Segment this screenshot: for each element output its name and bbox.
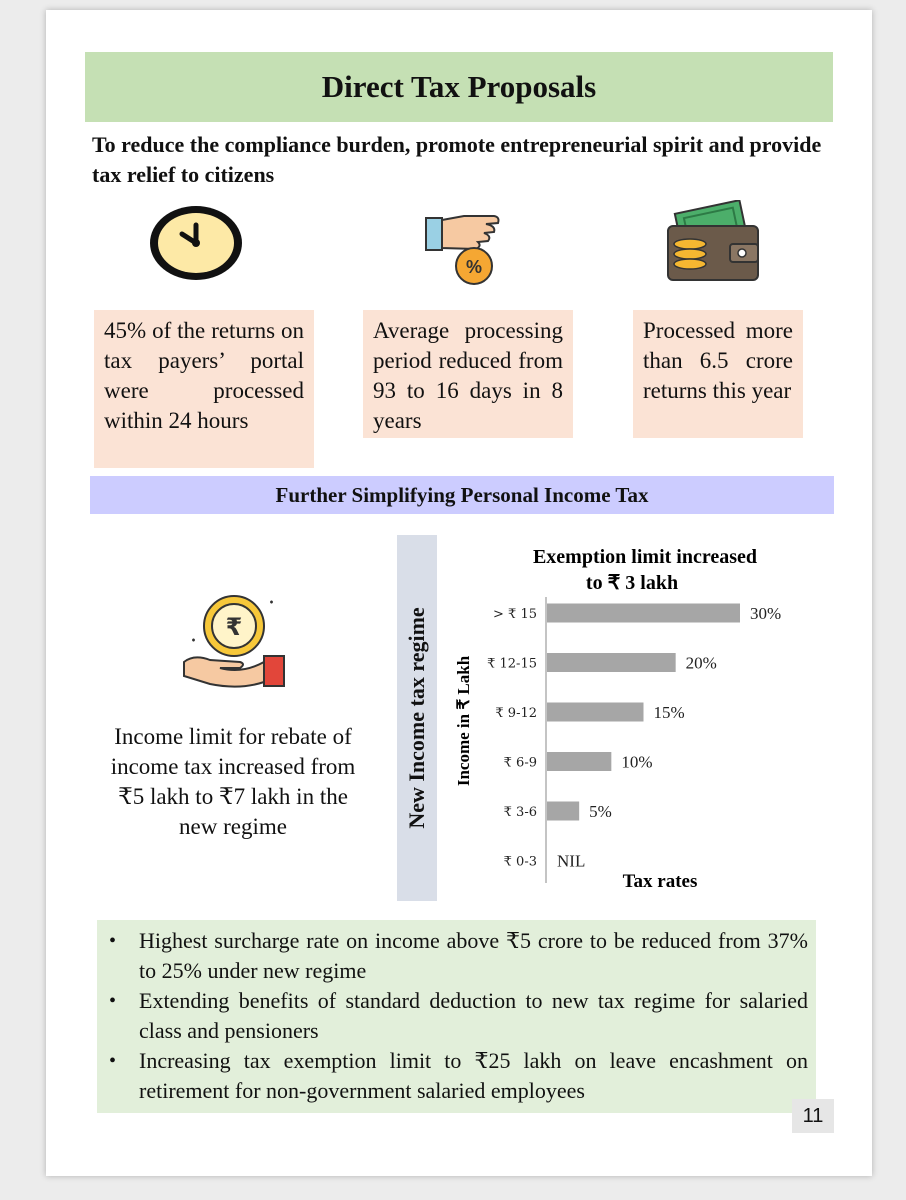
chart-title: Exemption limit increased (532, 546, 758, 568)
chart-title-line-2: to ₹ 3 lakh (585, 572, 679, 594)
stat-box-processing-24h: 45% of the returns on tax payers’ portal were processed within 24 hours (94, 310, 314, 468)
stat-box-processing-period: Average processing period reduced from 93 to 16 days in 8 years (363, 310, 573, 438)
rupee-coin-hand-icon (180, 590, 292, 690)
svg-text:₹: ₹ (225, 613, 243, 641)
bullet-standard-deduction: • Extending benefits of standard deduction to new tax regime for salaried class and pensioners (139, 986, 808, 1046)
bar (547, 653, 676, 672)
hand-percent-icon (424, 206, 504, 288)
stat-box-returns-processed: Processed more than 6.5 crore returns this year (633, 310, 803, 438)
page-number: 11 (792, 1099, 834, 1133)
category-label: ₹ 6-9 (503, 755, 537, 771)
page-title: Direct Tax Proposals (85, 52, 833, 122)
data-label: 15% (653, 703, 685, 722)
bullet-leave-encashment: • Increasing tax exemption limit to ₹25 lakh on leave encashment on retirement for non-government salaried employees (139, 1046, 808, 1106)
regime-label-bar (397, 535, 437, 901)
subtitle: To reduce the compliance burden, promote entrepreneurial spirit and provide tax relief to citizens (92, 132, 822, 187)
bar (547, 703, 644, 722)
category-label: ₹ 12-15 (487, 656, 537, 672)
category-label: ₹ 3-6 (503, 805, 537, 820)
data-label: 30% (750, 604, 782, 623)
regime-label: New Income tax regime (404, 607, 429, 829)
data-label: 10% (621, 752, 653, 772)
clock-icon (147, 203, 245, 283)
bar (547, 802, 579, 821)
y-axis-label: Income in ₹ Lakh (454, 655, 473, 787)
x-axis-label: Tax rates (622, 871, 698, 892)
data-label: NIL (557, 851, 586, 871)
svg-text:%: % (465, 257, 483, 277)
category-label: ₹ 9-12 (495, 706, 537, 721)
wallet-icon (664, 200, 764, 284)
category-label: ₹ 0-3 (503, 854, 537, 870)
category-label: > ₹ 15 (493, 607, 537, 622)
data-label: 5% (589, 802, 612, 821)
tax-rate-chart (450, 535, 800, 895)
data-label: 20% (685, 653, 717, 673)
rebate-text: Income limit for rebate of income tax increased from ₹5 lakh to ₹7 lakh in the new regime (110, 724, 356, 839)
bar (547, 604, 740, 623)
bullet-surcharge: • Highest surcharge rate on income above ₹5 crore to be reduced from 37% to 25% under new regime (139, 926, 808, 986)
bar (547, 752, 611, 771)
bullet-list (97, 920, 816, 1113)
section-title: Further Simplifying Personal Income Tax (90, 476, 834, 514)
